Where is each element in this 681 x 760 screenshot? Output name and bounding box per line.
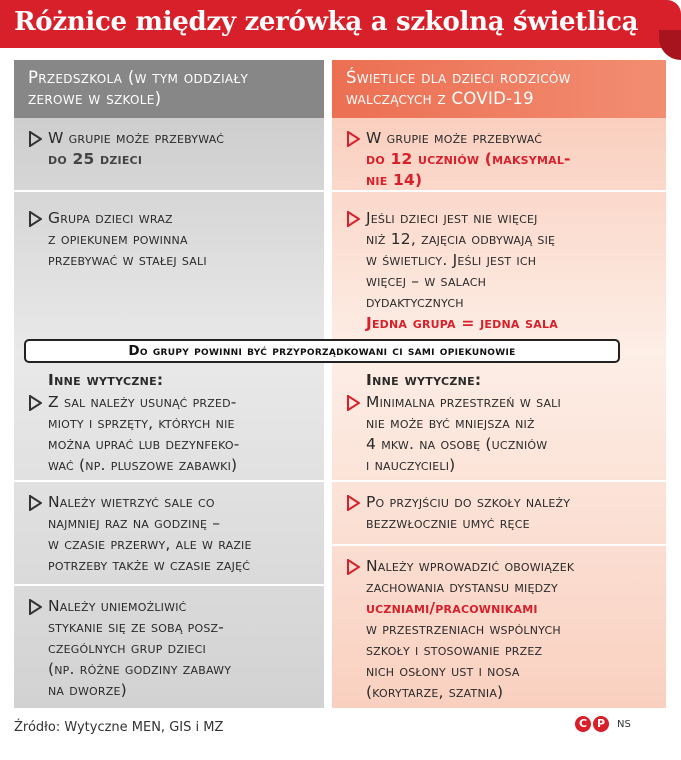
left-column-header — [14, 60, 324, 118]
right-other-item-2-text: Po przyjściu do szkoły należy bezzwłocznie umyć ręce — [366, 493, 571, 532]
source-note: Źródło: Wytyczne MEN, GIS i MZ — [14, 720, 224, 735]
right-header-line1: Świetlice dla dzieci rodziców — [346, 68, 571, 87]
right-column-header — [332, 60, 666, 118]
left-header-line2: zerowe w szkole) — [28, 89, 162, 108]
right-other-heading: Inne wytyczne: — [366, 371, 482, 389]
left-column — [14, 60, 324, 708]
divider — [14, 584, 324, 586]
triangle-bullet-icon — [346, 395, 360, 411]
triangle-bullet-icon — [28, 131, 42, 147]
author-initials: NS — [617, 718, 631, 730]
right-item-1 — [332, 128, 666, 191]
right-item-1-emph: do 12 uczniów (maksymal- nie 14) — [366, 150, 571, 189]
triangle-bullet-icon — [28, 599, 42, 615]
left-other-item-2 — [14, 492, 324, 576]
left-other-item-1 — [14, 392, 324, 476]
credit-logo — [575, 716, 631, 732]
left-other-item-3-text: Należy uniemożliwić stykanie się ze sobą posz- czególnych grup dzieci (np. różne godziny zabawy na dworze) — [48, 597, 232, 699]
triangle-bullet-icon — [28, 395, 42, 411]
right-column — [332, 60, 666, 708]
triangle-bullet-icon — [28, 211, 42, 227]
divider — [332, 480, 666, 482]
copyright-c-icon: C — [575, 716, 591, 732]
divider — [332, 190, 666, 192]
right-item-1-text: W grupie może przebywać — [366, 129, 543, 147]
divider — [14, 480, 324, 482]
left-other-heading: Inne wytyczne: — [48, 371, 164, 389]
left-item-2 — [14, 208, 324, 271]
triangle-bullet-icon — [28, 495, 42, 511]
right-other-item-2 — [332, 492, 666, 534]
left-other-item-1-text: Z sal należy usunąć przed- mioty i sprzęty, których nie można uprać lub dezynfeko- wać (np. pluszowe zabawki) — [48, 393, 240, 474]
divider — [14, 190, 324, 192]
left-other-item-2-text: Należy wietrzyć sale co najmniej raz na godzinę – w czasie przerwy, ale w razie potrzeby także w czasie zajęć — [48, 493, 252, 574]
left-item-1 — [14, 128, 324, 170]
right-item-2 — [332, 208, 666, 334]
left-item-2-text: Grupa dzieci wraz z opiekunem powinna przebywać w stałej sali — [48, 209, 207, 269]
right-other-item-3-text-after: w przestrzeniach wspólnych szkoły i stosowanie przez nich osłony ust i nosa (korytarze, szatnia) — [366, 620, 561, 701]
center-note: Do grupy powinni być przyporządkowani ci sami opiekunowie — [24, 339, 620, 363]
right-item-2-emph: Jedna grupa = jedna sala — [366, 314, 558, 332]
divider — [332, 544, 666, 546]
left-other-item-3 — [14, 596, 324, 701]
triangle-bullet-icon — [346, 131, 360, 147]
right-other-item-3-text-before: Należy wprowadzić obowiązek zachowania dystansu między — [366, 557, 575, 596]
page-title: Różnice między zerówką a szkolną świetlicą — [14, 7, 639, 37]
left-item-1-text: W grupie może przebywać — [48, 129, 225, 147]
right-other-item-1-text: Minimalna przestrzeń w sali nie może być mniejsza niż 4 mkw. na osobę (uczniów i nauczycieli) — [366, 393, 561, 474]
right-other-item-1 — [332, 392, 666, 476]
triangle-bullet-icon — [346, 559, 360, 575]
right-other-item-3 — [332, 556, 666, 703]
left-header-line1: Przedszkola (w tym oddziały — [28, 68, 249, 87]
right-other-item-3-emph: uczniami/pracownikami — [366, 599, 538, 617]
triangle-bullet-icon — [346, 495, 360, 511]
right-header-line2: walczących z COVID-19 — [346, 89, 534, 108]
copyright-p-icon: P — [593, 716, 609, 732]
right-item-2-text: Jeśli dzieci jest nie więcej niż 12, zajęcia odbywają się w świetlicy. Jeśli jest ich więcej – w salach dydaktycznych — [366, 209, 556, 311]
triangle-bullet-icon — [346, 211, 360, 227]
left-item-1-emph: do 25 dzieci — [48, 150, 143, 168]
title-banner — [0, 0, 681, 48]
banner-curl — [659, 30, 681, 60]
